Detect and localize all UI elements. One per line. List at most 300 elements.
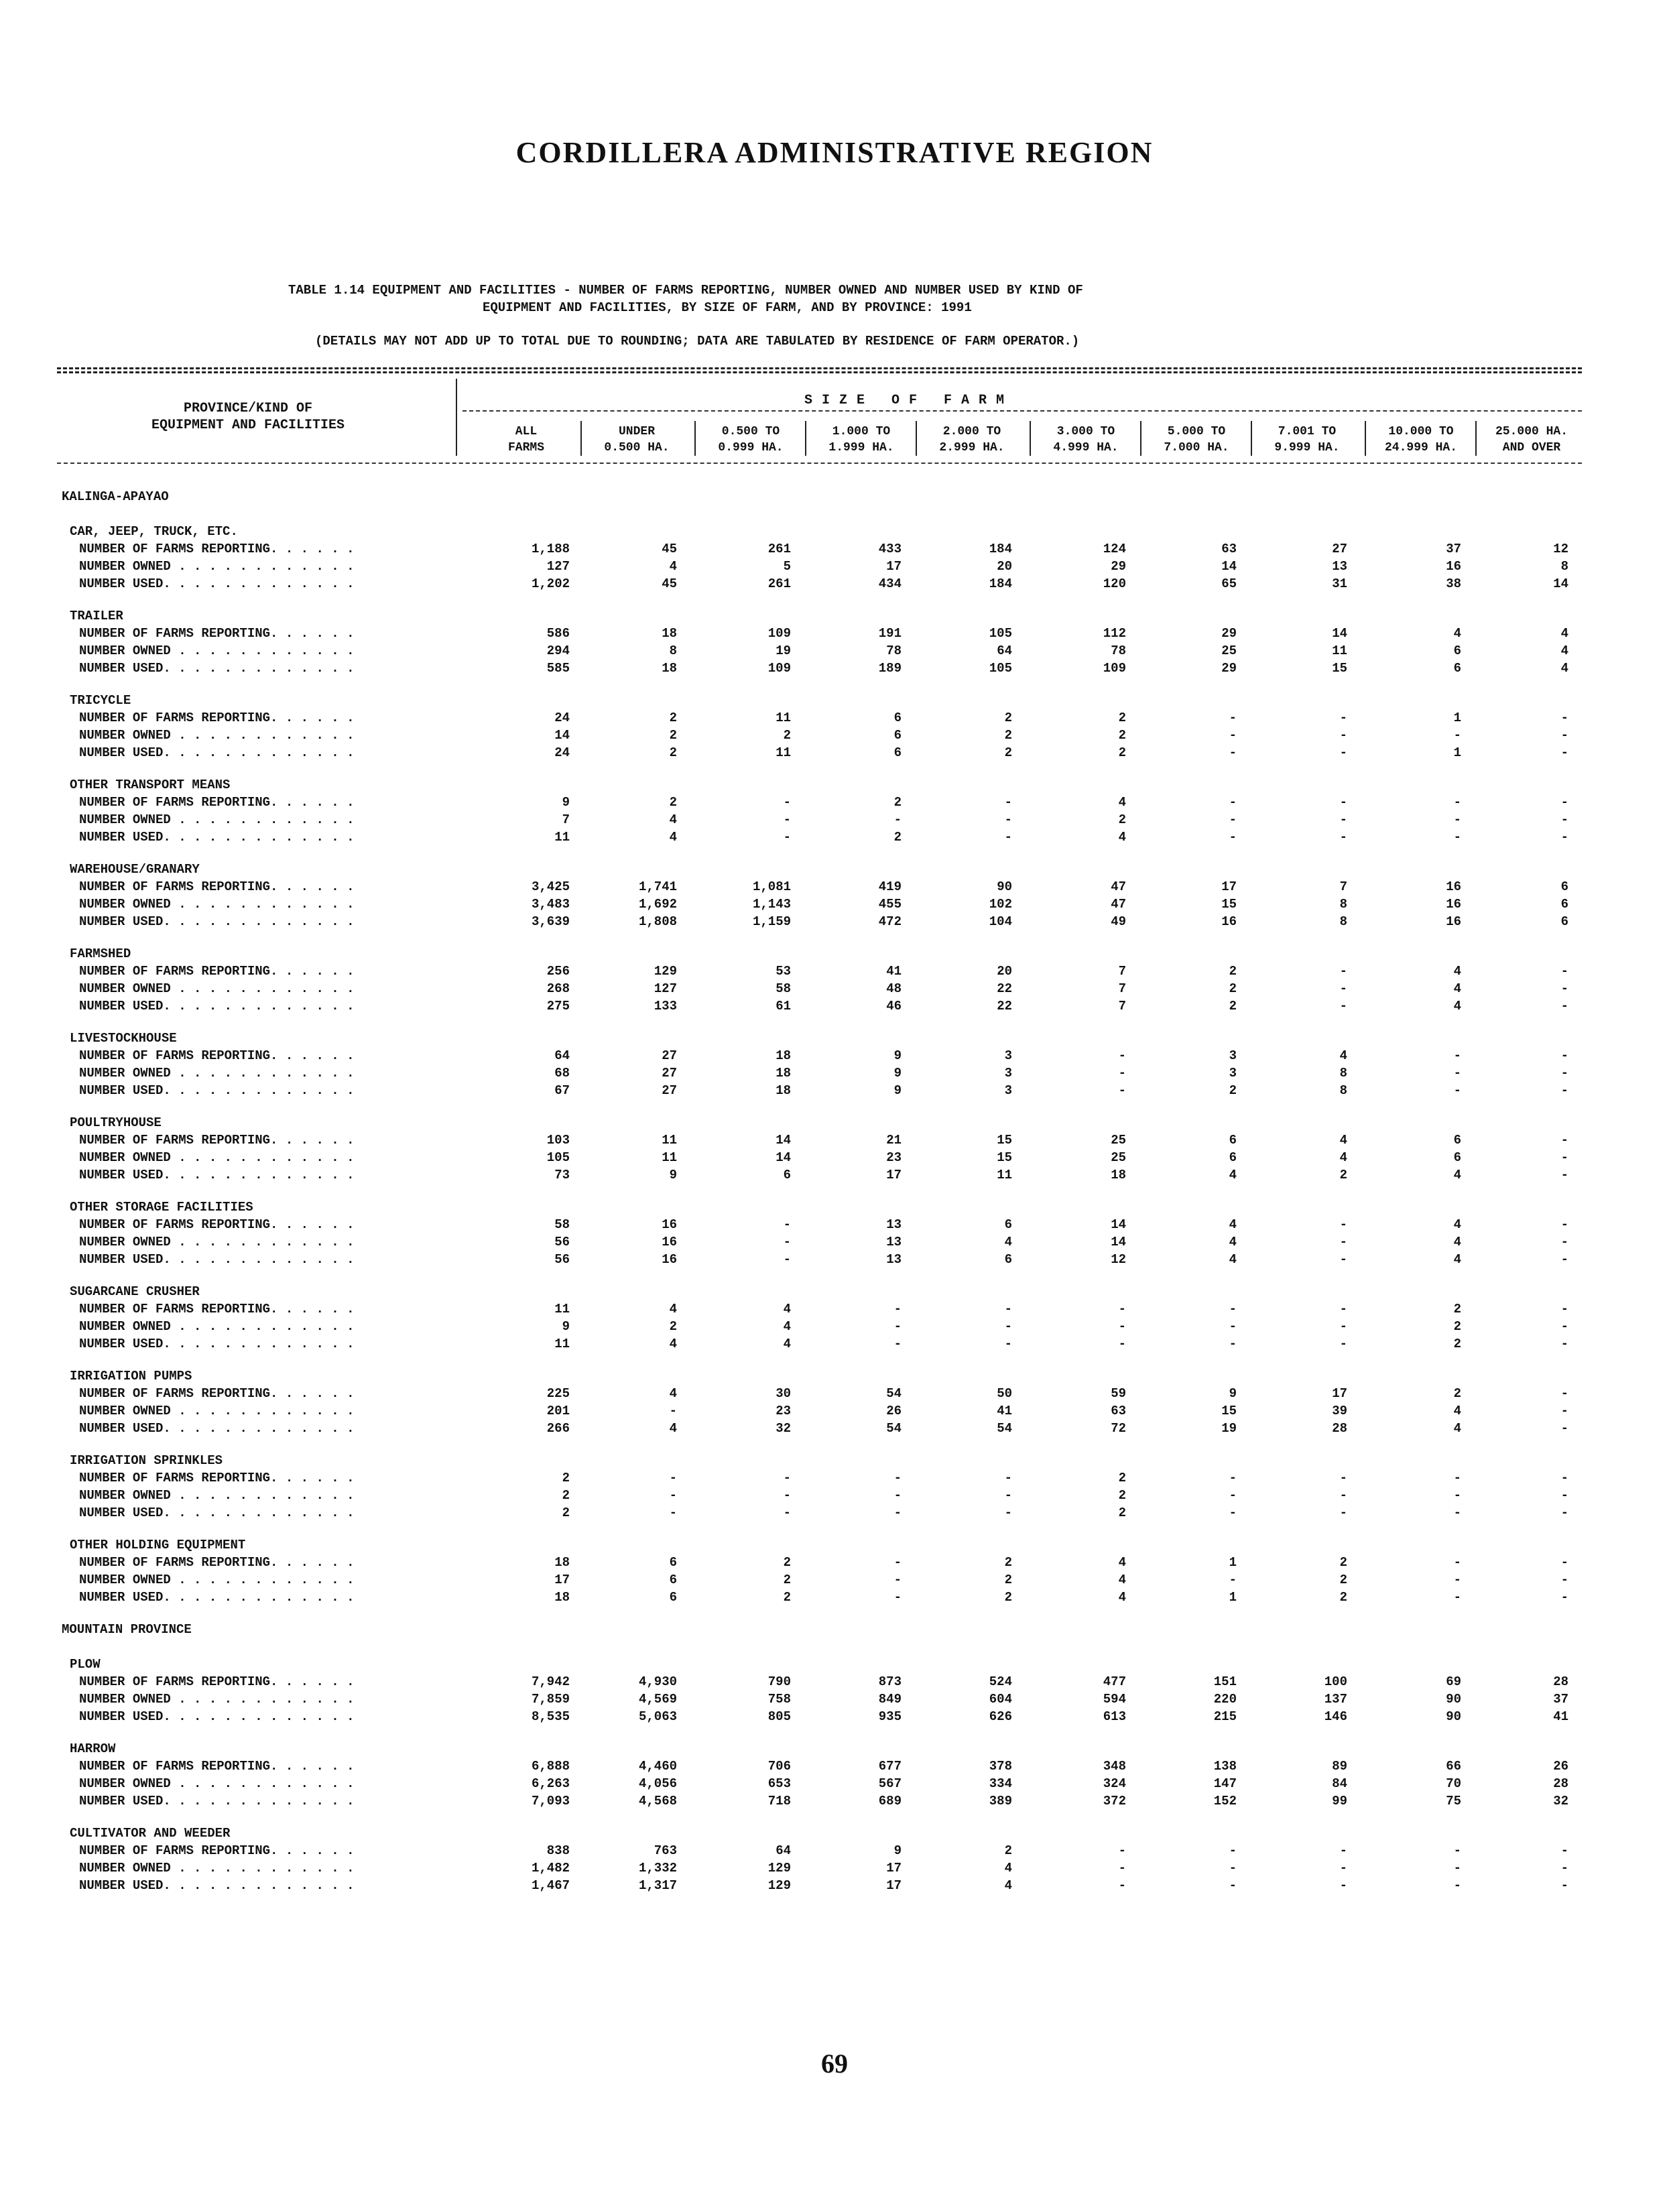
column-header-line: ALL: [515, 425, 538, 438]
table-cell: 4: [669, 830, 677, 845]
table-cell: 613: [1103, 1709, 1126, 1724]
size-of-farm-header: SIZE OF FARM: [804, 393, 1014, 408]
table-cell: 2: [562, 1471, 570, 1485]
table-cell: 4: [1453, 1235, 1461, 1249]
table-cell: -: [1560, 981, 1568, 996]
spanner-rule: [462, 410, 1582, 412]
table-cell: 9: [669, 1168, 677, 1182]
table-cell: -: [1118, 1861, 1126, 1876]
table-cell: -: [1118, 1843, 1126, 1858]
table-cell: 124: [1103, 542, 1126, 556]
table-cell: -: [669, 1471, 677, 1485]
table-cell: -: [1004, 1337, 1012, 1351]
column-header-line: 7.001 TO: [1278, 425, 1337, 438]
table-cell: 189: [878, 661, 902, 676]
table-cell: 2: [669, 728, 677, 743]
table-cell: 4: [1560, 643, 1568, 658]
table-cell: -: [1453, 1066, 1461, 1081]
table-cell: -: [1229, 745, 1237, 760]
table-cell: -: [1118, 1083, 1126, 1098]
table-cell: 31: [1332, 576, 1347, 591]
row-label-used: NUMBER USED. . . . . . . . . . . . .: [79, 745, 355, 760]
table-cell: 8: [1339, 1083, 1347, 1098]
table-cell: 41: [1553, 1709, 1568, 1724]
table-cell: 4,056: [638, 1776, 677, 1791]
table-cell: 56: [554, 1252, 570, 1267]
table-cell: -: [1560, 1319, 1568, 1334]
column-header-5: [918, 424, 1026, 456]
table-cell: 63: [1111, 1404, 1126, 1418]
table-cell: 4: [669, 812, 677, 827]
table-cell: 873: [878, 1674, 902, 1689]
table-cell: 2: [783, 1573, 791, 1587]
table-cell: 434: [878, 576, 902, 591]
table-cell: 15: [997, 1150, 1012, 1165]
table-cell: -: [1339, 1319, 1347, 1334]
table-cell: 8: [669, 643, 677, 658]
table-cell: 6: [1229, 1133, 1237, 1148]
table-cell: 41: [997, 1404, 1012, 1418]
table-cell: -: [1560, 1337, 1568, 1351]
stub-divider: [456, 379, 457, 456]
table-cell: 54: [997, 1421, 1012, 1436]
table-cell: 32: [776, 1421, 791, 1436]
row-label-used: NUMBER USED. . . . . . . . . . . . .: [79, 1878, 355, 1893]
table-cell: 69: [1446, 1674, 1461, 1689]
table-cell: 11: [662, 1150, 677, 1165]
table-cell: -: [783, 1235, 791, 1249]
column-header-line: 1.999 HA.: [828, 441, 894, 454]
table-cell: 89: [1332, 1759, 1347, 1774]
row-label-reporting: NUMBER OF FARMS REPORTING. . . . . .: [79, 795, 355, 810]
table-cell: 68: [554, 1066, 570, 1081]
row-label-reporting: NUMBER OF FARMS REPORTING. . . . . .: [79, 711, 355, 725]
table-cell: 28: [1553, 1674, 1568, 1689]
table-cell: 16: [662, 1235, 677, 1249]
table-cell: 7: [1118, 981, 1126, 996]
row-label-used: NUMBER USED. . . . . . . . . . . . .: [79, 1168, 355, 1182]
equipment-kind-heading: CULTIVATOR AND WEEDER: [70, 1826, 231, 1841]
table-cell: 58: [554, 1217, 570, 1232]
row-label-owned: NUMBER OWNED . . . . . . . . . . . .: [79, 1235, 355, 1249]
table-cell: 4: [669, 1386, 677, 1401]
table-cell: 3: [1004, 1066, 1012, 1081]
table-cell: 75: [1446, 1794, 1461, 1808]
table-cell: 419: [878, 879, 902, 894]
column-divider: [694, 421, 696, 456]
table-cell: 1: [1453, 711, 1461, 725]
table-cell: -: [1229, 830, 1237, 845]
table-cell: -: [1339, 1217, 1347, 1232]
table-cell: -: [1004, 1319, 1012, 1334]
table-cell: -: [1453, 812, 1461, 827]
table-cell: 2: [669, 745, 677, 760]
table-cell: 6: [669, 1590, 677, 1605]
table-cell: -: [1453, 1573, 1461, 1587]
table-cell: -: [1004, 795, 1012, 810]
table-cell: -: [1453, 1843, 1461, 1858]
table-cell: 706: [767, 1759, 791, 1774]
row-label-owned: NUMBER OWNED . . . . . . . . . . . .: [79, 1861, 355, 1876]
table-cell: 7: [1118, 964, 1126, 979]
table-cell: -: [1339, 1252, 1347, 1267]
table-cell: 2: [1453, 1386, 1461, 1401]
table-cell: 1,482: [531, 1861, 570, 1876]
table-cell: -: [1560, 1252, 1568, 1267]
table-cell: 2: [669, 1319, 677, 1334]
table-cell: -: [1560, 1861, 1568, 1876]
table-cell: 64: [554, 1048, 570, 1063]
table-cell: 73: [554, 1168, 570, 1182]
table-cell: 372: [1103, 1794, 1126, 1808]
table-cell: 1,692: [638, 897, 677, 912]
table-cell: 1,202: [531, 576, 570, 591]
table-cell: 1,188: [531, 542, 570, 556]
equipment-kind-heading: FARMSHED: [70, 946, 131, 961]
table-cell: 11: [997, 1168, 1012, 1182]
table-cell: 13: [1332, 559, 1347, 574]
table-cell: -: [1560, 1302, 1568, 1316]
table-cell: 16: [1446, 897, 1461, 912]
table-cell: 2: [1004, 711, 1012, 725]
table-cell: 7,942: [531, 1674, 570, 1689]
table-cell: -: [1339, 1337, 1347, 1351]
table-cell: -: [893, 1555, 902, 1570]
column-header-3: [697, 424, 804, 456]
table-cell: 19: [776, 643, 791, 658]
table-cell: -: [1339, 1861, 1347, 1876]
table-cell: -: [1453, 795, 1461, 810]
table-cell: 6,263: [531, 1776, 570, 1791]
table-cell: -: [1339, 1302, 1347, 1316]
table-cell: 6: [893, 711, 902, 725]
table-cell: 604: [989, 1692, 1012, 1707]
table-cell: 7: [1339, 879, 1347, 894]
table-cell: 6,888: [531, 1759, 570, 1774]
table-cell: -: [893, 1506, 902, 1520]
table-cell: 28: [1553, 1776, 1568, 1791]
table-cell: 2: [1004, 1843, 1012, 1858]
table-cell: 7: [1118, 999, 1126, 1013]
table-cell: 146: [1324, 1709, 1347, 1724]
table-cell: -: [783, 1506, 791, 1520]
table-caption-line1: TABLE 1.14 EQUIPMENT AND FACILITIES - NUMBER OF FARMS REPORTING, NUMBER OWNED AND NUMBER USED BY KIND OF: [288, 283, 1083, 298]
table-cell: 4: [783, 1337, 791, 1351]
table-cell: 18: [1111, 1168, 1126, 1182]
table-cell: 4: [783, 1302, 791, 1316]
table-cell: 22: [997, 981, 1012, 996]
table-cell: -: [1339, 745, 1347, 760]
table-cell: 18: [662, 661, 677, 676]
table-cell: 6: [669, 1555, 677, 1570]
row-label-owned: NUMBER OWNED . . . . . . . . . . . .: [79, 1776, 355, 1791]
row-label-reporting: NUMBER OF FARMS REPORTING. . . . . .: [79, 1133, 355, 1148]
row-label-owned: NUMBER OWNED . . . . . . . . . . . .: [79, 981, 355, 996]
table-cell: 67: [554, 1083, 570, 1098]
table-cell: 13: [886, 1252, 902, 1267]
table-cell: 191: [878, 626, 902, 641]
table-cell: 14: [776, 1150, 791, 1165]
table-cell: -: [1229, 1573, 1237, 1587]
row-label-reporting: NUMBER OF FARMS REPORTING. . . . . .: [79, 542, 355, 556]
table-cell: 294: [546, 643, 570, 658]
column-header-line: 7.000 HA.: [1164, 441, 1229, 454]
table-cell: -: [1118, 1066, 1126, 1081]
table-cell: 2: [1118, 1471, 1126, 1485]
table-cell: 18: [554, 1590, 570, 1605]
table-cell: 129: [767, 1878, 791, 1893]
row-label-reporting: NUMBER OF FARMS REPORTING. . . . . .: [79, 1759, 355, 1774]
table-cell: 935: [878, 1709, 902, 1724]
table-cell: 4: [1560, 626, 1568, 641]
table-cell: 1: [1229, 1555, 1237, 1570]
column-header-line: 25.000 HA.: [1495, 425, 1568, 438]
table-cell: -: [1453, 1083, 1461, 1098]
table-cell: 22: [997, 999, 1012, 1013]
table-cell: -: [1339, 1235, 1347, 1249]
table-cell: 4: [1453, 999, 1461, 1013]
row-label-reporting: NUMBER OF FARMS REPORTING. . . . . .: [79, 1674, 355, 1689]
table-cell: 17: [886, 559, 902, 574]
table-cell: 37: [1553, 1692, 1568, 1707]
table-cell: 28: [1332, 1421, 1347, 1436]
table-cell: -: [1453, 1878, 1461, 1893]
table-cell: -: [1453, 1861, 1461, 1876]
table-cell: 524: [989, 1674, 1012, 1689]
table-cell: 2: [1453, 1337, 1461, 1351]
table-cell: -: [783, 1488, 791, 1503]
table-cell: -: [1453, 1048, 1461, 1063]
table-cell: 585: [546, 661, 570, 676]
table-cell: 20: [997, 559, 1012, 574]
row-label-owned: NUMBER OWNED . . . . . . . . . . . .: [79, 812, 355, 827]
table-cell: 4: [1453, 626, 1461, 641]
table-cell: 378: [989, 1759, 1012, 1774]
column-header-7: [1143, 424, 1250, 456]
table-cell: 8,535: [531, 1709, 570, 1724]
row-label-owned: NUMBER OWNED . . . . . . . . . . . .: [79, 559, 355, 574]
table-cell: 46: [886, 999, 902, 1013]
table-cell: 2: [1004, 1590, 1012, 1605]
row-label-reporting: NUMBER OF FARMS REPORTING. . . . . .: [79, 1386, 355, 1401]
table-cell: 138: [1213, 1759, 1237, 1774]
table-cell: -: [1118, 1337, 1126, 1351]
table-cell: 90: [1446, 1709, 1461, 1724]
table-cell: -: [1229, 728, 1237, 743]
table-cell: 90: [1446, 1692, 1461, 1707]
table-cell: -: [669, 1488, 677, 1503]
table-cell: 14: [1111, 1235, 1126, 1249]
row-label-reporting: NUMBER OF FARMS REPORTING. . . . . .: [79, 1217, 355, 1232]
header-rule-top: [57, 367, 1582, 369]
table-cell: -: [669, 1506, 677, 1520]
table-cell: 7,859: [531, 1692, 570, 1707]
table-cell: 4: [1560, 661, 1568, 676]
table-cell: 256: [546, 964, 570, 979]
table-cell: 2: [1118, 711, 1126, 725]
table-cell: 127: [654, 981, 677, 996]
table-cell: -: [783, 795, 791, 810]
table-cell: -: [1004, 1302, 1012, 1316]
province-heading: KALINGA-APAYAO: [62, 489, 169, 504]
table-cell: 50: [997, 1386, 1012, 1401]
table-cell: 64: [997, 643, 1012, 658]
table-cell: -: [1229, 1843, 1237, 1858]
table-cell: -: [1560, 711, 1568, 725]
table-cell: -: [1560, 795, 1568, 810]
table-cell: 2: [562, 1488, 570, 1503]
column-header-line: AND OVER: [1502, 441, 1561, 454]
table-cell: -: [1339, 999, 1347, 1013]
table-cell: 64: [776, 1843, 791, 1858]
equipment-kind-heading: TRAILER: [70, 609, 123, 623]
table-cell: -: [1560, 1488, 1568, 1503]
table-cell: 129: [654, 964, 677, 979]
table-cell: 2: [783, 1590, 791, 1605]
table-cell: -: [1339, 1506, 1347, 1520]
table-cell: 4: [1339, 1133, 1347, 1148]
row-label-reporting: NUMBER OF FARMS REPORTING. . . . . .: [79, 879, 355, 894]
table-cell: 6: [1004, 1252, 1012, 1267]
table-cell: 133: [654, 999, 677, 1013]
row-label-owned: NUMBER OWNED . . . . . . . . . . . .: [79, 897, 355, 912]
table-cell: 6: [1560, 914, 1568, 929]
table-cell: 184: [989, 542, 1012, 556]
table-cell: 1,143: [752, 897, 791, 912]
table-cell: -: [1229, 795, 1237, 810]
table-cell: 2: [1339, 1168, 1347, 1182]
table-cell: 18: [554, 1555, 570, 1570]
table-cell: -: [1560, 1150, 1568, 1165]
row-label-owned: NUMBER OWNED . . . . . . . . . . . .: [79, 1488, 355, 1503]
table-cell: 24: [554, 745, 570, 760]
table-cell: 65: [1221, 576, 1237, 591]
table-cell: 78: [886, 643, 902, 658]
table-cell: -: [1560, 1471, 1568, 1485]
column-header-line: FARMS: [507, 441, 544, 454]
table-cell: 11: [776, 711, 791, 725]
column-divider: [1030, 421, 1031, 456]
table-cell: 16: [662, 1252, 677, 1267]
table-cell: 14: [1221, 559, 1237, 574]
table-cell: 4: [1229, 1235, 1237, 1249]
table-cell: 215: [1213, 1709, 1237, 1724]
column-divider: [805, 421, 806, 456]
column-header-line: 2.000 TO: [942, 425, 1001, 438]
table-cell: -: [1004, 1488, 1012, 1503]
table-cell: 3: [1229, 1048, 1237, 1063]
table-cell: 18: [776, 1083, 791, 1098]
table-cell: 268: [546, 981, 570, 996]
table-cell: -: [1229, 1861, 1237, 1876]
table-cell: -: [1118, 1319, 1126, 1334]
table-cell: 4: [1004, 1878, 1012, 1893]
table-cell: 5,063: [638, 1709, 677, 1724]
table-cell: 29: [1221, 626, 1237, 641]
table-cell: 70: [1446, 1776, 1461, 1791]
table-cell: 220: [1213, 1692, 1237, 1707]
equipment-kind-heading: OTHER STORAGE FACILITIES: [70, 1200, 253, 1215]
column-header-line: 0.500 HA.: [604, 441, 670, 454]
equipment-kind-heading: OTHER HOLDING EQUIPMENT: [70, 1538, 246, 1552]
table-cell: 477: [1103, 1674, 1126, 1689]
table-cell: 12: [1111, 1252, 1126, 1267]
table-cell: -: [783, 1471, 791, 1485]
table-cell: 4: [669, 559, 677, 574]
column-header-line: 9.999 HA.: [1274, 441, 1340, 454]
table-cell: 109: [767, 626, 791, 641]
table-cell: 9: [893, 1066, 902, 1081]
table-cell: 2: [1004, 728, 1012, 743]
table-cell: 2: [1118, 745, 1126, 760]
column-header-1: [473, 424, 580, 456]
table-cell: 15: [997, 1133, 1012, 1148]
column-divider: [1365, 421, 1366, 456]
table-cell: -: [1453, 1488, 1461, 1503]
table-cell: 9: [562, 1319, 570, 1334]
table-cell: 26: [1553, 1759, 1568, 1774]
table-cell: -: [1560, 1878, 1568, 1893]
table-cell: -: [1560, 1235, 1568, 1249]
table-cell: 17: [886, 1168, 902, 1182]
table-cell: -: [783, 830, 791, 845]
row-label-used: NUMBER USED. . . . . . . . . . . . .: [79, 914, 355, 929]
column-header-6: [1032, 424, 1139, 456]
table-cell: 275: [546, 999, 570, 1013]
table-cell: 2: [1004, 745, 1012, 760]
region-title: CORDILLERA ADMINISTRATIVE REGION: [515, 136, 1154, 169]
table-cell: 17: [1221, 879, 1237, 894]
row-label-owned: NUMBER OWNED . . . . . . . . . . . .: [79, 643, 355, 658]
column-divider: [1140, 421, 1141, 456]
table-cell: 4: [783, 1319, 791, 1334]
column-header-line: 1.000 TO: [832, 425, 891, 438]
table-cell: 4: [1453, 964, 1461, 979]
table-cell: -: [1560, 812, 1568, 827]
table-cell: 2: [669, 711, 677, 725]
table-cell: -: [783, 812, 791, 827]
table-cell: -: [1339, 812, 1347, 827]
table-cell: 103: [546, 1133, 570, 1148]
header-rule-bottom: [57, 463, 1582, 464]
table-cell: 147: [1213, 1776, 1237, 1791]
table-cell: -: [1339, 1488, 1347, 1503]
table-cell: 90: [997, 879, 1012, 894]
table-cell: 16: [1221, 914, 1237, 929]
table-cell: 53: [776, 964, 791, 979]
table-cell: -: [1560, 1843, 1568, 1858]
table-cell: 11: [776, 745, 791, 760]
table-cell: -: [1560, 745, 1568, 760]
table-cell: 2: [893, 795, 902, 810]
table-cell: 4: [1118, 1573, 1126, 1587]
table-cell: 4: [1229, 1217, 1237, 1232]
table-cell: 18: [776, 1066, 791, 1081]
table-cell: 29: [1221, 661, 1237, 676]
table-cell: -: [1339, 1878, 1347, 1893]
table-cell: 1,332: [638, 1861, 677, 1876]
table-cell: 39: [1332, 1404, 1347, 1418]
table-cell: -: [1229, 1302, 1237, 1316]
table-cell: -: [1229, 1337, 1237, 1351]
table-cell: 472: [878, 914, 902, 929]
table-cell: -: [1004, 830, 1012, 845]
table-cell: 4: [1339, 1150, 1347, 1165]
table-cell: 2: [562, 1506, 570, 1520]
row-label-used: NUMBER USED. . . . . . . . . . . . .: [79, 1252, 355, 1267]
table-cell: 41: [886, 964, 902, 979]
table-cell: 13: [886, 1217, 902, 1232]
